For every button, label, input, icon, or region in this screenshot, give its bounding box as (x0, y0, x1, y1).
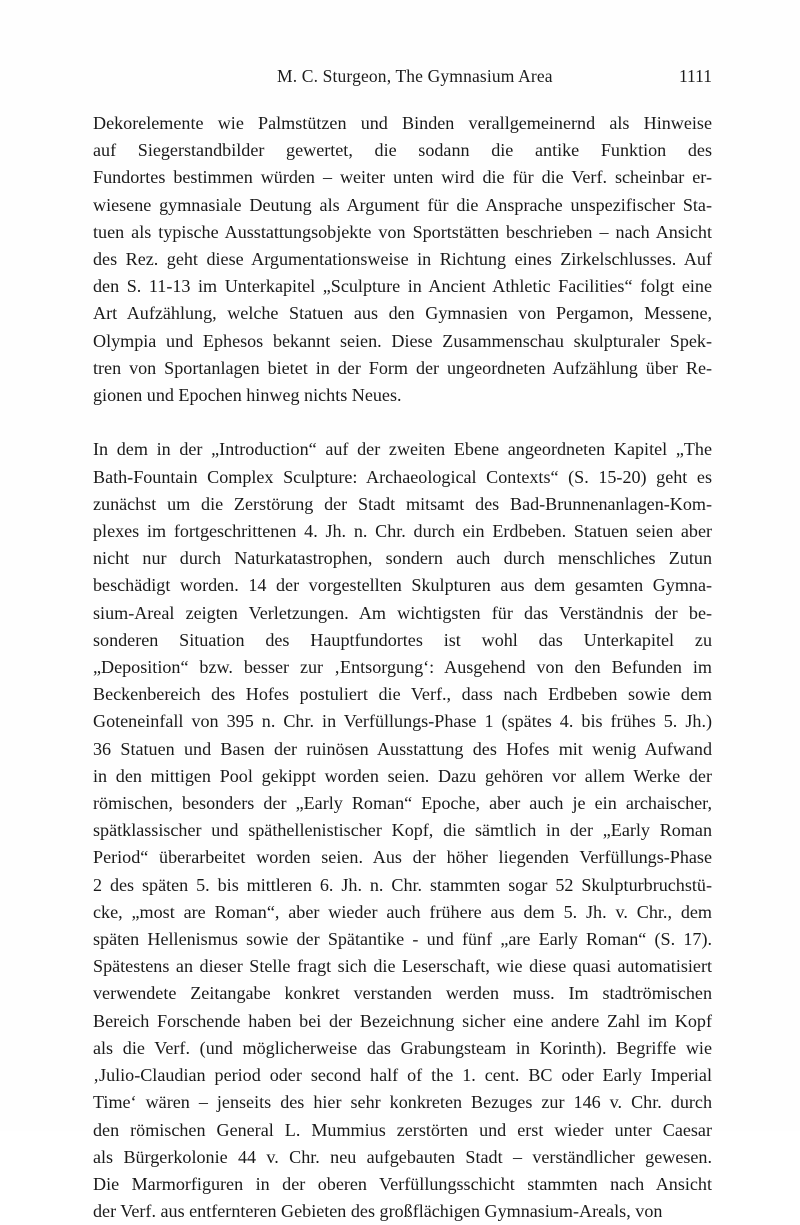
text-line: In dem in der „Introduction“ auf der zweiten Ebene angeordneten Kapitel „The (93, 439, 712, 460)
body-text-block (93, 110, 712, 1225)
text-line: Art Aufzählung, welche Statuen aus den Gymnasien von Pergamon, Messene, (93, 303, 712, 324)
text-line: verwendete Zeitangabe konkret verstanden werden muss. Im stadtrömischen (93, 983, 712, 1004)
text-line: Bereich Forschende haben bei der Bezeichnung sicher eine andere Zahl im Kopf (93, 1010, 712, 1031)
text-line: „Deposition“ bzw. besser zur ‚Entsorgung‘: Ausgehend von den Befunden im (93, 657, 712, 678)
text-line: Fundortes bestimmen würden – weiter unten wird die für die Verf. scheinbar er- (93, 167, 712, 188)
text-line: als Bürgerkolonie 44 v. Chr. neu aufgebauten Stadt – verständlicher gewesen. (93, 1146, 712, 1167)
text-line: Beckenbereich des Hofes postuliert die Verf., dass nach Erdbeben sowie dem (93, 684, 712, 705)
text-line: späten Hellenismus sowie der Spätantike - und fünf „are Early Roman“ (S. 17). (93, 929, 712, 950)
text-line: als die Verf. (und möglicherweise das Grabungsteam in Korinth). Begriffe wie (93, 1037, 712, 1058)
text-line: der Verf. aus entfernteren Gebieten des großflächigen Gymnasium-Areals, von (93, 1201, 663, 1222)
text-line: in den mittigen Pool gekippt worden seien. Dazu gehören vor allem Werke der (93, 765, 712, 786)
text-line: gionen und Epochen hinweg nichts Neues. (93, 385, 402, 406)
text-line: sonderen Situation des Hauptfundortes ist wohl das Unterkapitel zu (93, 629, 712, 650)
paragraph (93, 110, 712, 409)
text-line: Period“ überarbeitet worden seien. Aus der höher liegenden Verfüllungs-Phase (93, 847, 712, 868)
text-line: plexes im fortgeschrittenen 4. Jh. n. Chr. durch ein Erdbeben. Statuen seien aber (93, 521, 712, 542)
text-line: cke, „most are Roman“, aber wieder auch frühere aus dem 5. Jh. v. Chr., dem (93, 901, 712, 922)
text-line: Die Marmorfiguren in der oberen Verfüllungsschicht stammten nach Ansicht (93, 1173, 712, 1194)
text-line: Time‘ wären – jenseits des hier sehr konkreten Bezuges zur 146 v. Chr. durch (93, 1092, 712, 1113)
text-line: den römischen General L. Mummius zerstörten und erst wieder unter Caesar (93, 1119, 712, 1140)
text-line: römischen, besonders der „Early Roman“ Epoche, aber auch je ein archaischer, (93, 793, 712, 814)
text-line: beschädigt worden. 14 der vorgestellten Skulpturen aus dem gesamten Gymna- (93, 575, 712, 596)
text-line: sium-Areal zeigten Verletzungen. Am wichtigsten für das Verständnis der be- (93, 602, 712, 623)
text-line: ‚Julio-Claudian period oder second half of the 1. cent. BC oder Early Imperial (93, 1065, 712, 1086)
text-line: spätklassischer und späthellenistischer Kopf, die sämtlich in der „Early Roman (93, 820, 712, 841)
text-line: 36 Statuen und Basen der ruinösen Ausstattung des Hofes mit wenig Aufwand (93, 738, 712, 759)
text-line: tren von Sportanlagen bietet in der Form der ungeordneten Aufzählung über Re- (93, 357, 712, 378)
text-line: auf Siegerstandbilder gewertet, die sodann die antike Funktion des (93, 140, 712, 161)
text-line: tuen als typische Ausstattungsobjekte von Sportstätten beschrieben – nach Ansicht (93, 221, 712, 242)
text-line: wiesene gymnasiale Deutung als Argument für die Ansprache unspezifischer Sta- (93, 194, 712, 215)
text-line: Spätestens an dieser Stelle fragt sich die Leserschaft, wie diese quasi automatisiert (93, 956, 712, 977)
page-number: 1111 (678, 66, 712, 86)
text-line: Goteneinfall von 395 n. Chr. in Verfüllungs-Phase 1 (spätes 4. bis frühes 5. Jh.) (93, 711, 712, 732)
paragraph (93, 436, 712, 1225)
text-line: Bath-Fountain Complex Sculpture: Archaeological Contexts“ (S. 15-20) geht es (93, 466, 712, 487)
text-line: Dekorelemente wie Palmstützen und Binden verallgemeinernd als Hinweise (93, 113, 712, 133)
text-line: nicht nur durch Naturkatastrophen, sondern auch durch menschliches Zutun (93, 548, 712, 569)
text-line: den S. 11-13 im Unterkapitel „Sculpture in Ancient Athletic Facilities“ folgt eine (93, 276, 712, 297)
text-line: zunächst um die Zerstörung der Stadt mitsamt des Bad-Brunnenanlagen-Kom- (93, 493, 712, 514)
running-head (93, 66, 712, 92)
text-line: 2 des späten 5. bis mittleren 6. Jh. n. Chr. stammten sogar 52 Skulpturbruchstü- (93, 874, 712, 895)
text-line: des Rez. geht diese Argumentationsweise in Richtung eines Zirkelschlusses. Auf (93, 249, 712, 270)
text-line: Olympia und Ephesos bekannt seien. Diese Zusammenschau skulpturaler Spek- (93, 330, 712, 351)
running-head-title: M. C. Sturgeon, The Gymnasium Area (277, 66, 553, 86)
